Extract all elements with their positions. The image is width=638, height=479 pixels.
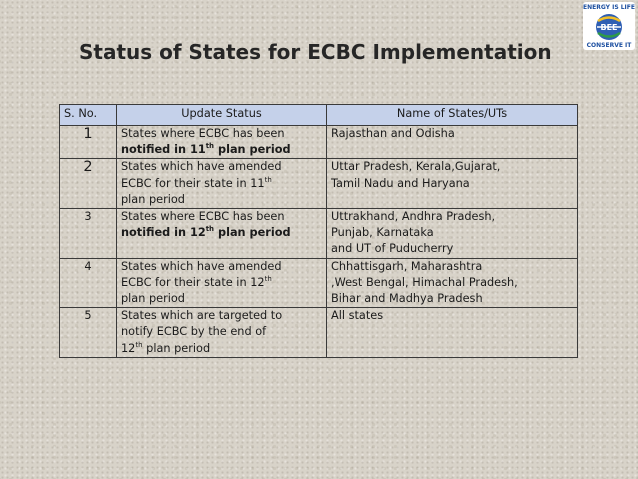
status-line: States which are targeted to bbox=[121, 309, 283, 323]
row-status bbox=[117, 258, 327, 308]
row-states bbox=[327, 159, 578, 209]
table-header-row bbox=[60, 105, 578, 126]
logo-top-text: ENERGY IS LIFE bbox=[583, 4, 635, 11]
bee-emblem-icon bbox=[593, 12, 625, 42]
status-line: plan period bbox=[121, 292, 185, 306]
states-line: Tamil Nadu and Haryana bbox=[331, 176, 470, 190]
states-line: All states bbox=[331, 309, 384, 323]
row-status bbox=[117, 209, 327, 259]
row-status bbox=[117, 308, 327, 358]
states-line: Bihar and Madhya Pradesh bbox=[331, 292, 483, 306]
table-row bbox=[60, 126, 578, 159]
row-sno: 4 bbox=[60, 258, 117, 308]
status-line: notify ECBC by the end of bbox=[121, 325, 267, 339]
table-row bbox=[60, 258, 578, 308]
status-line: plan period bbox=[121, 192, 185, 206]
table-row bbox=[60, 159, 578, 209]
status-line: 12th plan period bbox=[121, 340, 211, 355]
status-line: ECBC for their state in 12th bbox=[121, 274, 272, 289]
row-sno: 3 bbox=[60, 209, 117, 259]
bee-logo bbox=[583, 2, 635, 50]
status-table bbox=[59, 104, 578, 358]
states-line: Punjab, Karnataka bbox=[331, 226, 434, 240]
row-status bbox=[117, 126, 327, 159]
header-states: Name of States/UTs bbox=[327, 105, 578, 126]
header-sno: S. No. bbox=[60, 105, 117, 126]
table-row bbox=[60, 308, 578, 358]
status-line: ECBC for their state in 11th bbox=[121, 175, 272, 190]
page-title: Status of States for ECBC Implementation bbox=[79, 40, 552, 64]
table-row bbox=[60, 209, 578, 259]
row-states bbox=[327, 126, 578, 159]
row-states bbox=[327, 209, 578, 259]
states-line: and UT of Puducherry bbox=[331, 242, 454, 256]
status-line: notified in 11th plan period bbox=[121, 142, 291, 157]
status-line: States which have amended bbox=[121, 259, 282, 273]
status-line: States which have amended bbox=[121, 160, 282, 174]
status-line: notified in 12th plan period bbox=[121, 225, 291, 240]
status-line: States where ECBC has been bbox=[121, 127, 285, 140]
row-status bbox=[117, 159, 327, 209]
states-line: Uttrakhand, Andhra Pradesh, bbox=[331, 210, 496, 224]
row-states bbox=[327, 258, 578, 308]
row-sno: 5 bbox=[60, 308, 117, 358]
row-sno: 1 bbox=[60, 126, 117, 159]
states-line: Rajasthan and Odisha bbox=[331, 127, 455, 140]
row-states bbox=[327, 308, 578, 358]
states-line: Chhattisgarh, Maharashtra bbox=[331, 259, 483, 273]
status-line: States where ECBC has been bbox=[121, 210, 285, 224]
logo-bottom-text: CONSERVE IT bbox=[586, 42, 632, 49]
states-line: ,West Bengal, Himachal Pradesh, bbox=[331, 275, 518, 289]
header-update-status: Update Status bbox=[117, 105, 327, 126]
logo-mid-text: BEE bbox=[600, 23, 618, 32]
row-sno: 2 bbox=[60, 159, 117, 209]
states-line: Uttar Pradesh, Kerala,Gujarat, bbox=[331, 160, 501, 174]
